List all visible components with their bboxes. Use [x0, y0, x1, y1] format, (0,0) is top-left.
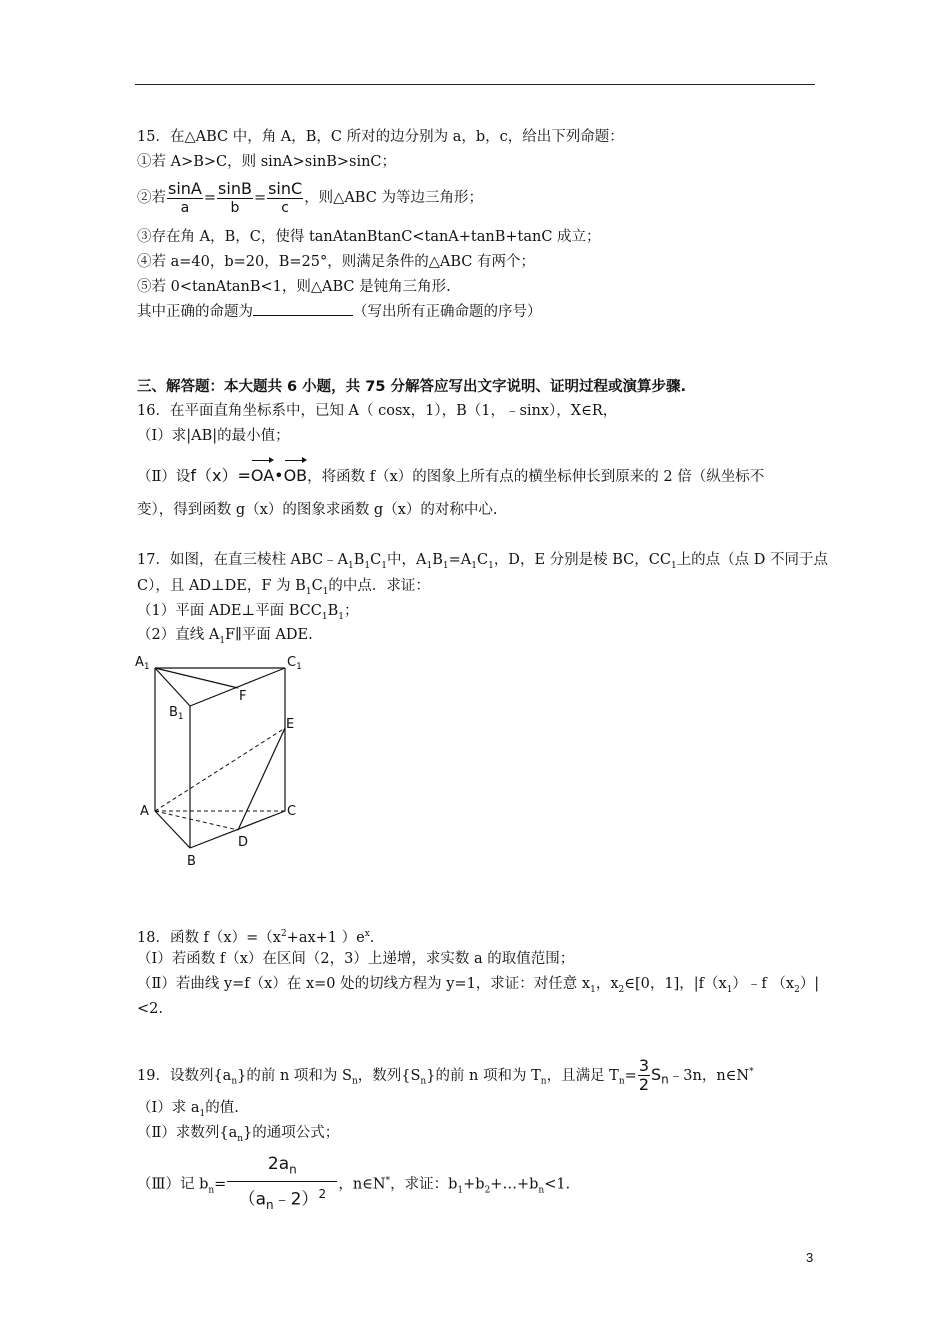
sub: 2	[484, 1185, 491, 1196]
t: 的值.	[205, 1100, 239, 1116]
q18-stem	[137, 924, 374, 948]
t: B	[432, 552, 443, 568]
q16-part-1: （Ⅰ）求|AB|的最小值；	[137, 428, 290, 444]
section-heading: 三、解答题：本大题共 6 小题，共 75 分解答应写出文字说明、证明过程或演算步骤.	[137, 379, 686, 395]
t: 17．如图，在直三棱柱 ABC﹣A	[137, 552, 349, 568]
vector-ob: OB	[284, 458, 308, 490]
t: ，数列{S	[357, 1067, 421, 1084]
t: C	[476, 552, 489, 568]
t: ；	[344, 603, 359, 619]
q17-stem-line2	[137, 576, 430, 602]
q16-stem: 16．在平面直角坐标系中，已知 A（ cosx，1），B（1，﹣sinx），X∈R，	[137, 403, 618, 419]
t: 的中点．求证：	[328, 578, 430, 594]
sup: 2	[280, 929, 287, 939]
header-rule	[135, 84, 815, 85]
t: ，且满足 T	[546, 1067, 619, 1084]
fraction-sinC-c: $\frac{\sin C}{c}$	[268, 178, 303, 216]
t: 上的点（点 D 不同于点	[676, 552, 829, 568]
label-f: F	[239, 689, 247, 704]
q15-statement-3: ③存在角 A，B，C，使得 tanAtanBtanC<tanA+tanB+tanC 成立；	[137, 229, 601, 245]
q16-p2-suffix: ，将函数 f（x）的图象上所有点的横坐标伸长到原来的 2 倍（纵坐标不	[307, 469, 765, 485]
t: （1）平面 ADE⊥平面 BCC	[137, 603, 322, 619]
t: =	[214, 1176, 227, 1193]
label-c1	[287, 655, 302, 672]
fraction-sinB-b: $\frac{\sin B}{b}$	[218, 178, 252, 216]
sub: n	[231, 1076, 238, 1087]
q15-s2-prefix: ②若	[137, 190, 166, 206]
q19-part-3	[137, 1152, 570, 1219]
sub: 1	[321, 611, 328, 622]
q15-answer-suffix: （写出所有正确命题的序号）	[353, 304, 542, 320]
sub: n	[540, 1076, 547, 1087]
sub: 1	[426, 560, 433, 571]
edge-a1b1	[155, 668, 190, 706]
sub: n	[661, 1072, 669, 1087]
sub: 1	[322, 586, 329, 597]
q15-stem: 15．在△ABC 中，角 A，B，C 所对的边分别为 a，b，c，给出下列命题：	[137, 129, 624, 145]
t: （a	[238, 1190, 266, 1211]
sub: n	[289, 1162, 297, 1177]
q16-fx: f（x）=	[190, 466, 251, 485]
t: C	[370, 552, 382, 568]
q16-part-2-cont: 变），得到函数 g（x）的图象求函数 g（x）的对称中心.	[137, 502, 498, 518]
t: F∥平面 ADE.	[225, 627, 313, 643]
sub: n	[351, 1076, 358, 1087]
t: +b	[463, 1176, 485, 1193]
t: （Ⅰ）求 a	[137, 1100, 200, 1116]
sub: 1	[305, 586, 312, 597]
t: <1.	[544, 1176, 571, 1193]
sub: n	[237, 1133, 244, 1144]
vector-oa: OA	[251, 458, 274, 490]
label-a1	[135, 655, 150, 672]
sub: 1	[381, 560, 387, 571]
t: +ax+1 ）e	[286, 929, 365, 946]
t: 18．函数 f（x）=（x	[137, 929, 281, 946]
hidden-segment-ad	[155, 811, 238, 830]
label-e: E	[286, 717, 295, 732]
sub: n	[618, 1076, 625, 1087]
t: C），且 AD⊥DE，F 为 B	[137, 578, 306, 594]
sub: n	[538, 1185, 545, 1196]
t: +…+b	[490, 1176, 539, 1193]
t: ，n∈N	[338, 1176, 386, 1193]
edge-b1c1	[190, 668, 285, 706]
sub: 1	[457, 1185, 464, 1196]
t: 1	[143, 662, 150, 672]
q18-part-2-cont: <2.	[137, 1001, 163, 1017]
t: }的通项公式；	[243, 1125, 340, 1141]
dot-operator: •	[274, 466, 284, 485]
t: ∈[0，1]，|f（x	[624, 976, 727, 992]
q18-part-2	[137, 974, 819, 1000]
q19-part-2	[137, 1123, 339, 1149]
t: C	[311, 578, 323, 594]
sub: 2	[794, 984, 800, 995]
q15-statement-4: ④若 a=40，b=20，B=25°，则满足条件的△ABC 有两个；	[137, 254, 535, 270]
label-c: C	[287, 804, 297, 819]
t: =	[624, 1067, 637, 1084]
q15-answer-prefix: 其中正确的命题为	[137, 304, 253, 320]
q15-statement-2: ②若 $\frac{\sin A}{a}$ = $\frac{\sin B}{b}$ = $\frac{\sin C}{c}$ ，则△ABC 为等边三角形；	[137, 178, 483, 216]
label-b1	[169, 705, 184, 722]
q19-part-1	[137, 1098, 239, 1124]
q17-part-2	[137, 625, 313, 651]
t: ）﹣f （x	[732, 976, 795, 992]
t: A	[135, 655, 144, 670]
fraction-3-2	[638, 1057, 650, 1094]
t: B	[169, 705, 178, 720]
t: 1	[296, 662, 302, 672]
t: 19．设数列{a	[137, 1067, 232, 1084]
t: ）|	[799, 976, 820, 992]
sub: 1	[590, 984, 596, 995]
t: S	[651, 1064, 662, 1084]
t: ﹣2）	[273, 1190, 319, 1211]
segment-a1f	[155, 668, 238, 688]
q17-part-1	[137, 601, 359, 627]
q15-s2-suffix: ，则△ABC 为等边三角形；	[304, 190, 483, 206]
t: ﹣3n，n∈N	[668, 1067, 750, 1084]
t: 2	[638, 1075, 649, 1095]
q15-statement-1: ①若 A>B>C，则 sinA>sinB>sinC；	[137, 154, 397, 170]
sub: 1	[442, 560, 449, 571]
sup: x	[364, 929, 370, 939]
q17-stem-line1	[137, 550, 828, 576]
q15-statement-5: ⑤若 0<tanAtanB<1，则△ABC 是钝角三角形.	[137, 279, 451, 295]
t: C	[287, 655, 297, 670]
fraction-bn	[227, 1152, 337, 1217]
edge-ab	[155, 811, 190, 848]
sub: 1	[726, 984, 733, 995]
answer-blank[interactable]	[253, 301, 353, 316]
sub: 1	[338, 611, 344, 622]
label-a: A	[140, 804, 149, 819]
t: ，D，E 分别是棱 BC，CC	[493, 552, 671, 568]
sup: *	[749, 1067, 754, 1077]
sub: 1	[670, 560, 677, 571]
sub: n	[420, 1076, 427, 1087]
t: ，求证：b	[390, 1176, 458, 1193]
t: }的前 n 项和为 T	[426, 1067, 541, 1084]
sub: 1	[364, 560, 371, 571]
t: 1	[177, 712, 184, 722]
sub: 1	[488, 560, 494, 571]
t: （Ⅱ）求数列{a	[137, 1125, 238, 1141]
sup: 2	[318, 1187, 327, 1202]
t: .	[369, 929, 375, 946]
q16-part-2	[137, 458, 764, 491]
t: （2）直线 A	[137, 627, 220, 643]
t: }的前 n 项和为 S	[237, 1067, 352, 1084]
q18-part-1: （Ⅰ）若函数 f（x）在区间（2，3）上递增，求实数 a 的取值范围；	[137, 951, 575, 967]
prism-figure	[135, 648, 315, 873]
sub: 2	[618, 984, 625, 995]
t: （Ⅲ）记 b	[137, 1176, 209, 1193]
sub: 1	[348, 560, 354, 571]
t: （Ⅱ）若曲线 y=f（x）在 x=0 处的切线方程为 y=1，求证：对任意 x	[137, 976, 591, 992]
t: =A	[448, 552, 472, 568]
t: ，x	[595, 976, 619, 992]
label-d: D	[238, 835, 249, 850]
sup: *	[385, 1175, 391, 1186]
sub: 1	[199, 1108, 206, 1119]
q16-p2-prefix: （Ⅱ）设	[137, 469, 191, 485]
sub: 1	[471, 560, 477, 571]
t: B	[327, 603, 339, 619]
t: 中，A	[387, 552, 427, 568]
label-b: B	[187, 854, 196, 869]
q15-answer-line	[137, 301, 542, 322]
t	[227, 1152, 337, 1182]
sub: n	[266, 1198, 274, 1213]
t: 2a	[267, 1154, 290, 1174]
sub: 1	[219, 635, 226, 646]
t: B	[353, 552, 365, 568]
t	[227, 1182, 337, 1217]
sub: n	[208, 1185, 215, 1196]
page-number: 3	[806, 1250, 814, 1265]
t: 3	[638, 1056, 649, 1076]
q19-stem	[137, 1052, 754, 1102]
fraction-sinA-a: $\frac{\sin A}{a}$	[168, 178, 202, 216]
